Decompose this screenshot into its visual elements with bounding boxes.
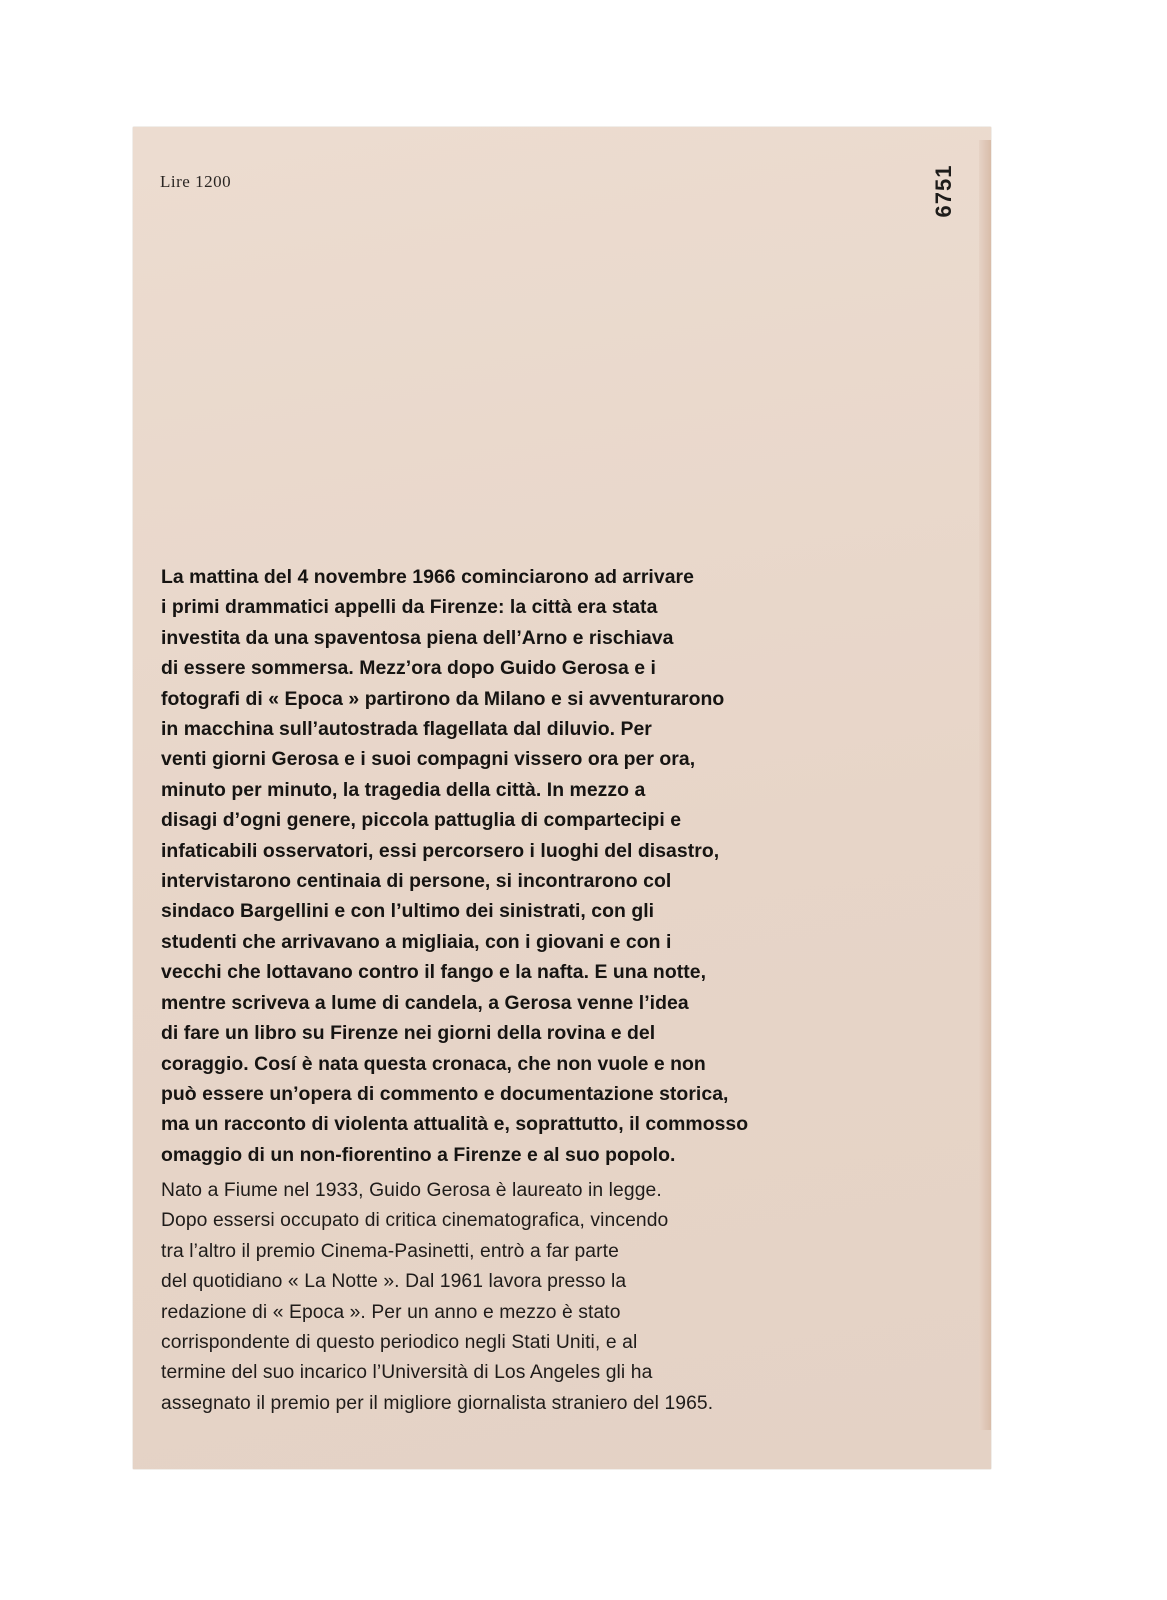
blurb-line: investita da una spaventosa piena dell’Arno e rischiava: [161, 626, 674, 649]
blurb-line: studenti che arrivavano a migliaia, con i giovani e con i: [161, 930, 672, 953]
blurb-paragraph: [161, 562, 866, 1170]
blurb-line: infaticabili osservatori, essi percorsero i luoghi del disastro,: [161, 839, 720, 862]
price-label: Lire 1200: [160, 172, 232, 191]
bio-line: Nato a Fiume nel 1933, Guido Gerosa è laureato in legge.: [161, 1180, 662, 1201]
blurb-line: venti giorni Gerosa e i suoi compagni vissero ora per ora,: [161, 748, 696, 771]
blurb-line: i primi drammatici appelli da Firenze: la città era stata: [161, 596, 658, 619]
blurb-line: ma un racconto di violenta attualità e, soprattutto, il commosso: [161, 1113, 749, 1136]
blurb-line: fotografi di « Epoca » partirono da Milano e si avventurarono: [161, 687, 725, 710]
bio-line: redazione di « Epoca ». Per un anno e mezzo è stato: [161, 1301, 621, 1323]
blurb-line: in macchina sull’autostrada flagellata dal diluvio. Per: [161, 718, 652, 741]
book-back-cover: [133, 127, 991, 1469]
bio-line: corrispondente di questo periodico negli Stati Uniti, e al: [161, 1332, 638, 1354]
blurb-line: di essere sommersa. Mezz’ora dopo Guido Gerosa e i: [161, 657, 656, 680]
blurb-line: disagi d’ogni genere, piccola pattuglia di compartecipi e: [161, 809, 682, 832]
catalog-number-text: 6751: [931, 164, 956, 218]
bio-line: assegnato il premio per il migliore giornalista straniero del 1965.: [161, 1392, 714, 1414]
bio-line: Dopo essersi occupato di critica cinematografica, vincendo: [161, 1210, 669, 1232]
catalog-number: [929, 155, 959, 227]
blurb-line: intervistarono centinaia di persone, si incontrarono col: [161, 870, 672, 893]
blurb-line: omaggio di un non-fiorentino a Firenze e al suo popolo.: [161, 1143, 676, 1166]
blurb-line: di fare un libro su Firenze nei giorni della rovina e del: [161, 1022, 656, 1045]
blurb-line: può essere un’opera di commento e documentazione storica,: [161, 1082, 729, 1105]
right-edge: [979, 140, 991, 1430]
blurb-line: coraggio. Cosí è nata questa cronaca, che non vuole e non: [161, 1052, 706, 1075]
blurb-line: La mattina del 4 novembre 1966 cominciarono ad arrivare: [161, 566, 694, 588]
author-bio-paragraph: [161, 1176, 881, 1419]
bio-line: termine del suo incarico l’Università di Los Angeles gli ha: [161, 1362, 653, 1384]
bio-line: del quotidiano « La Notte ». Dal 1961 lavora presso la: [161, 1271, 627, 1293]
bio-line: tra l’altro il premio Cinema-Pasinetti, entrò a far parte: [161, 1240, 619, 1262]
blurb-line: vecchi che lottavano contro il fango e la nafta. E una notte,: [161, 961, 707, 984]
blurb-line: mentre scriveva a lume di candela, a Gerosa venne l’idea: [161, 991, 689, 1014]
blurb-line: minuto per minuto, la tragedia della città. In mezzo a: [161, 778, 646, 801]
blurb-line: sindaco Bargellini e con l’ultimo dei sinistrati, con gli: [161, 900, 655, 923]
